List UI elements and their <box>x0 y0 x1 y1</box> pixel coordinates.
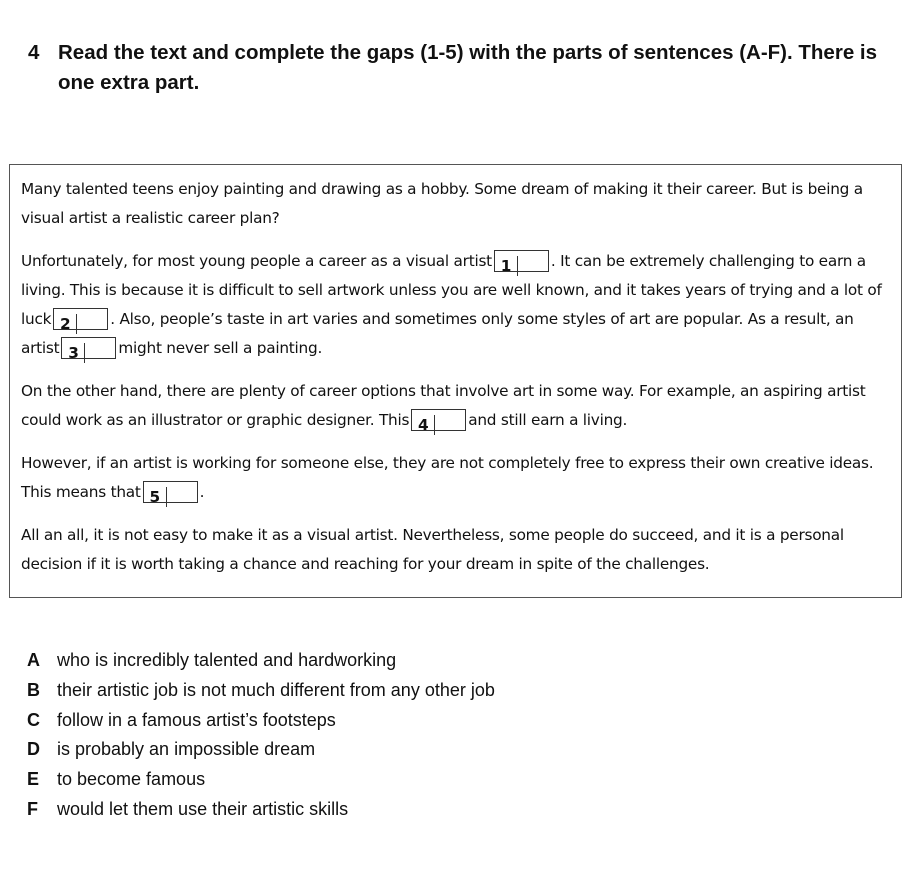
option-letter: E <box>27 769 40 790</box>
option-c[interactable] <box>27 710 495 740</box>
option-letter: C <box>27 709 40 730</box>
gap-1-number: 1 <box>495 256 518 276</box>
option-text: to become famous <box>57 769 206 790</box>
paragraph-2-part-d: might never sell a painting. <box>118 339 323 357</box>
gap-3-box[interactable] <box>61 337 116 362</box>
paragraph-3-part-b: and still earn a living. <box>468 411 628 429</box>
paragraph-4 <box>21 449 889 507</box>
gap-5-box[interactable] <box>143 481 198 506</box>
paragraph-2-part-a: Unfortunately, for most young people a career as a visual artist <box>21 252 492 270</box>
gap-4-box[interactable] <box>411 409 466 434</box>
option-a[interactable] <box>27 650 495 680</box>
gap-4-number: 4 <box>412 415 435 435</box>
paragraph-4-part-b: . <box>199 483 205 501</box>
option-text: is probably an impossible dream <box>57 739 316 760</box>
gap-1-box[interactable] <box>494 250 549 275</box>
gap-5-answer-field[interactable] <box>167 482 197 502</box>
task-instruction-text: Read the text and complete the gaps (1-5) with the parts of sentences (A-F). There is one extra part. <box>58 41 878 94</box>
gap-4-answer-field[interactable] <box>435 410 465 430</box>
option-letter: D <box>27 739 40 760</box>
gap-2-number: 2 <box>54 314 77 334</box>
option-letter: B <box>27 679 40 700</box>
paragraph-5: All an all, it is not easy to make it as a visual artist. Nevertheless, some people do succeed, and it is a personal decision if it is worth taking a chance and reaching for your dream in spite of the challenges. <box>21 526 844 573</box>
option-e[interactable] <box>27 769 495 799</box>
paragraph-3-part-a: On the other hand, there are plenty of career options that involve art in some way. For example, an aspiring artist could work as an illustrator or graphic designer. This <box>21 382 866 429</box>
answer-options-list <box>27 650 495 829</box>
option-b[interactable] <box>27 680 495 710</box>
gap-5-number: 5 <box>144 487 167 507</box>
option-letter: A <box>27 650 40 670</box>
task-number: 4 <box>28 41 40 64</box>
gap-1-answer-field[interactable] <box>518 251 548 271</box>
option-text: would let them use their artistic skills <box>57 798 349 819</box>
reading-text-box <box>9 164 902 598</box>
gap-2-answer-field[interactable] <box>77 309 107 329</box>
option-text: follow in a famous artist’s footsteps <box>57 709 336 730</box>
paragraph-3 <box>21 377 889 435</box>
paragraph-2-part-c: . Also, people’s taste in art varies and sometimes only some styles of art are popular. As a result, an artist <box>21 310 854 357</box>
task-instruction <box>28 38 898 98</box>
option-text: their artistic job is not much different from any other job <box>57 679 495 700</box>
paragraph-1: Many talented teens enjoy painting and drawing as a hobby. Some dream of making it their career. But is being a visual artist a realistic career plan? <box>21 180 863 227</box>
paragraph-2-part-b: . It can be extremely challenging to earn a living. This is because it is difficult to sell artwork unless you are well known, and it takes years of trying and a lot of luck <box>21 252 882 328</box>
gap-3-number: 3 <box>62 343 85 363</box>
option-d[interactable] <box>27 739 495 769</box>
option-letter: F <box>27 798 38 819</box>
option-text: who is incredibly talented and hardworking <box>57 650 397 670</box>
gap-2-box[interactable] <box>53 308 108 333</box>
paragraph-2 <box>21 247 889 363</box>
option-f[interactable] <box>27 799 495 829</box>
gap-3-answer-field[interactable] <box>85 338 115 358</box>
paragraph-4-part-a: However, if an artist is working for someone else, they are not completely free to express their own creative ideas. This means that <box>21 454 874 501</box>
